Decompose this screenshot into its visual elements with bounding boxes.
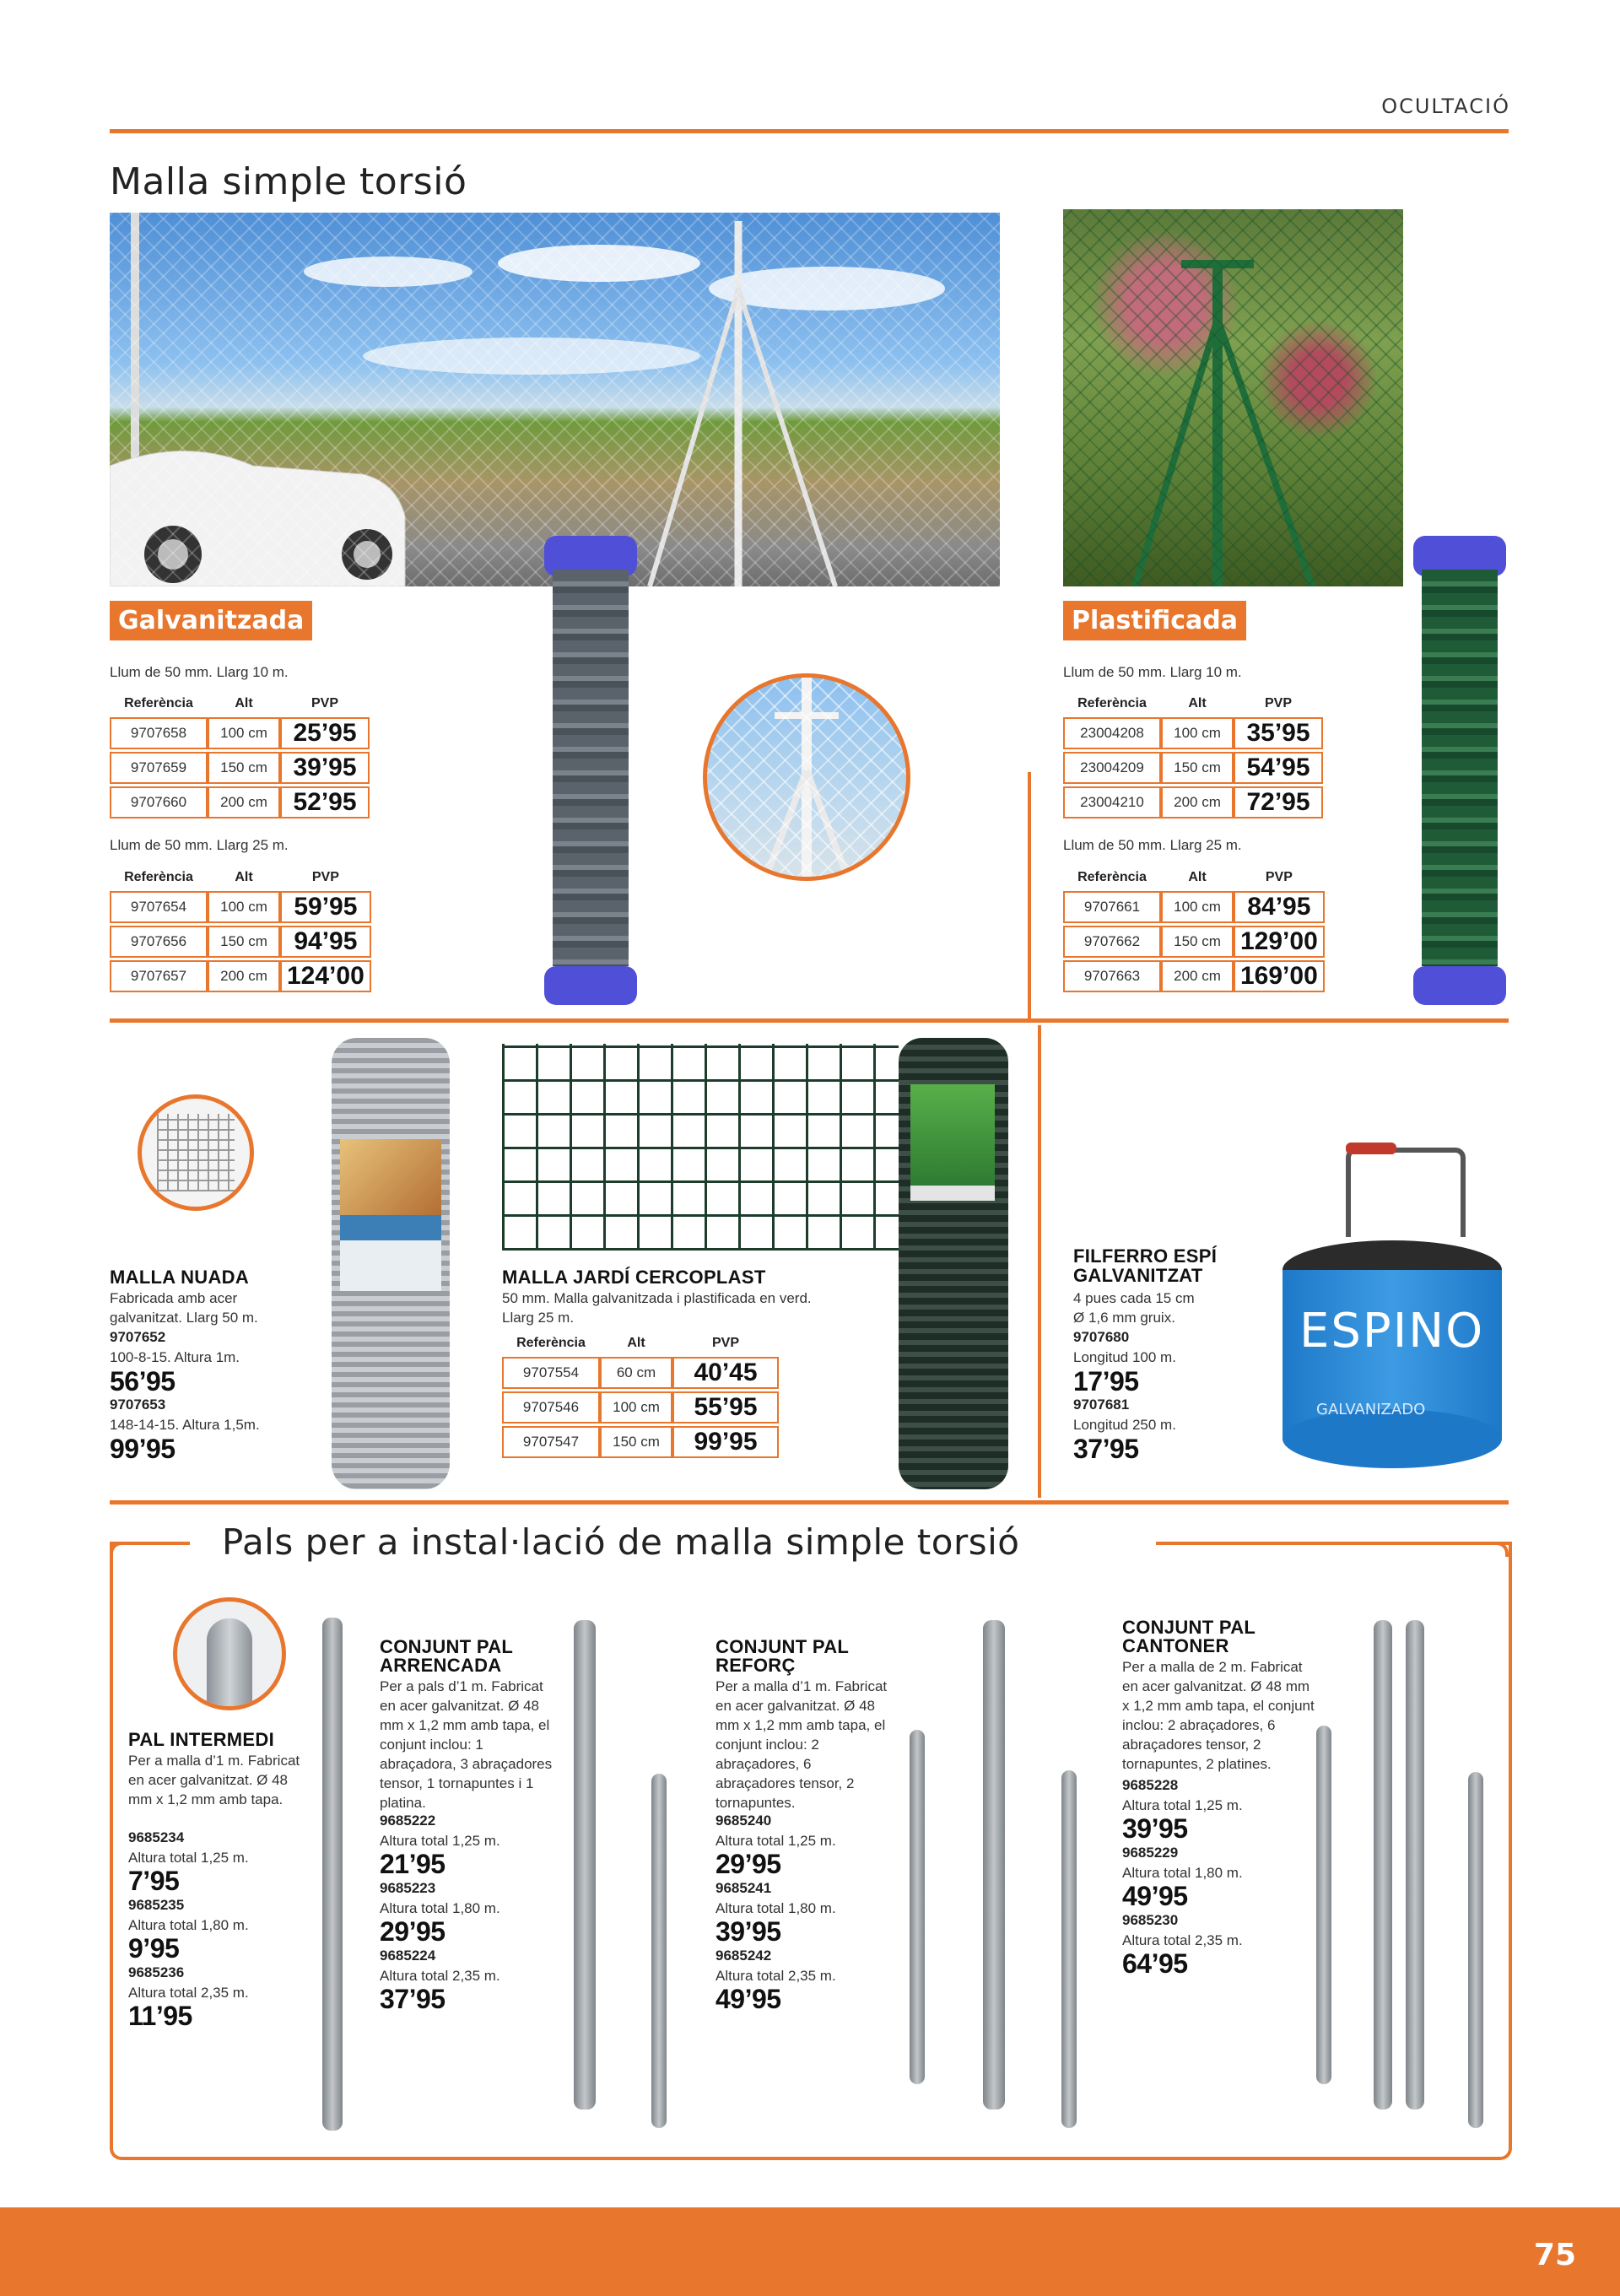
cercoplast-roll-image (899, 1038, 1008, 1489)
cantoner-price3: 64’95 (1122, 1948, 1188, 1979)
cantoner-ref3: 9685230 (1122, 1912, 1179, 1928)
knotted-mesh-roll-image (332, 1038, 450, 1489)
knotted-mesh-circle (138, 1094, 254, 1211)
price-cell: 169’00 (1234, 960, 1325, 992)
tag-galvanitzada: Galvanitzada (110, 601, 312, 640)
intermedi-post-image (322, 1618, 343, 2131)
ref-cell: 9707554 (502, 1357, 600, 1389)
cantoner-post-b-image (1406, 1620, 1424, 2110)
alt-cell: 100 cm (208, 717, 280, 749)
reforc-price1: 29’95 (716, 1849, 781, 1879)
intermedi-title: PAL INTERMEDI (128, 1729, 274, 1750)
alt-cell: 150 cm (1161, 752, 1234, 784)
ref-cell: 23004209 (1063, 752, 1161, 784)
col-alt: Alt (627, 1336, 645, 1350)
price-cell: 129’00 (1234, 926, 1325, 958)
arrencada-ref3: 9685224 (380, 1948, 436, 1964)
intermedi-price3: 11’95 (128, 2001, 192, 2031)
intermedi-ref2: 9685235 (128, 1897, 185, 1913)
alt-cell: 100 cm (1161, 717, 1234, 749)
mid-vertical-divider (1028, 772, 1031, 1019)
cantoner-brace-left-image (1316, 1726, 1331, 2084)
alt-cell: 200 cm (1161, 960, 1234, 992)
pals-frame (110, 1542, 1512, 2160)
ref-cell: 9707658 (110, 717, 208, 749)
col-pvp: PVP (311, 870, 339, 884)
alt-cell: 100 cm (208, 891, 280, 923)
cantoner-post-a-image (1374, 1620, 1392, 2110)
price-cell: 59’95 (280, 891, 371, 923)
reforc-ref2: 9685241 (716, 1880, 772, 1896)
divider-1 (110, 1018, 1509, 1023)
ref-cell: 9707657 (110, 960, 208, 992)
col-ref: Referència (1077, 870, 1147, 884)
price-cell: 52’95 (280, 786, 370, 818)
filferro-len1: Longitud 100 m. (1073, 1349, 1176, 1365)
col-pvp: PVP (1265, 870, 1293, 884)
filferro-ref1: 9707680 (1073, 1329, 1130, 1345)
table-row (1063, 926, 1325, 958)
cercoplast-table (502, 1333, 779, 1461)
alt-cell: 150 cm (600, 1426, 672, 1458)
arrencada-h2: Altura total 1,80 m. (380, 1900, 500, 1916)
alt-cell: 60 cm (600, 1357, 672, 1389)
reforc-h1: Altura total 1,25 m. (716, 1833, 836, 1849)
cantoner-price1: 39’95 (1122, 1813, 1188, 1844)
col-alt: Alt (1188, 696, 1207, 710)
table-row (502, 1357, 779, 1389)
table-row (1063, 786, 1323, 818)
reforc-price2: 39’95 (716, 1916, 781, 1947)
intermedi-h3: Altura total 2,35 m. (128, 1985, 249, 2001)
arrencada-desc: Per a pals d’1 m. Fabricat en acer galvanitzat. Ø 48 mm x 1,2 mm amb tapa, el conjunt inclou: 1 abraçadora, 3 abraçadores tensor, 1 tornapuntes i 1 platina. (380, 1678, 553, 1811)
cantoner-price2: 49’95 (1122, 1881, 1188, 1911)
malla-simple-title: Malla simple torsió (110, 160, 467, 203)
tag-plastificada: Plastificada (1063, 601, 1246, 640)
price-cell: 55’95 (672, 1391, 779, 1424)
alt-cell: 150 cm (1161, 926, 1234, 958)
plast-table-25 (1063, 867, 1325, 995)
pals-frame-top-right (1156, 1542, 1509, 1545)
ref-cell: 9707547 (502, 1426, 600, 1458)
ref-cell: 9707661 (1063, 891, 1161, 923)
alt-cell: 150 cm (208, 752, 280, 784)
filferro-ref2: 9707681 (1073, 1397, 1130, 1413)
arrencada-price2: 29’95 (380, 1916, 446, 1947)
ref-cell: 9707663 (1063, 960, 1161, 992)
cercoplast-title: MALLA JARDÍ CERCOPLAST (502, 1267, 766, 1288)
galv-desc-25: Llum de 50 mm. Llarg 25 m. (110, 837, 289, 853)
price-cell: 84’95 (1234, 891, 1325, 923)
price-cell: 25’95 (280, 717, 370, 749)
arrencada-title-2: ARRENCADA (380, 1655, 502, 1676)
intermedi-price2: 9’95 (128, 1933, 180, 1964)
fence-detail-circle (703, 673, 910, 881)
intermedi-h2: Altura total 1,80 m. (128, 1917, 249, 1933)
cantoner-brace-right-image (1468, 1772, 1483, 2128)
filferro-spec-1: 4 pues cada 15 cm (1073, 1290, 1195, 1306)
table-row (110, 717, 370, 749)
roll-galvanized-image (544, 536, 637, 1004)
price-cell: 39’95 (280, 752, 370, 784)
intermedi-desc: Per a malla d’1 m. Fabricat en acer galvanitzat. Ø 48 mm x 1,2 mm amb tapa. (128, 1753, 300, 1807)
cantoner-ref2: 9685229 (1122, 1845, 1179, 1861)
table-row (1063, 891, 1325, 923)
galv-table-10 (110, 694, 370, 821)
malla-nuada-spec2: 148-14-15. Altura 1,5m. (110, 1417, 260, 1433)
plast-table-10 (1063, 694, 1323, 821)
barbed-wire-drum-image (1282, 1148, 1502, 1485)
cantoner-h3: Altura total 2,35 m. (1122, 1932, 1243, 1948)
ref-cell: 9707654 (110, 891, 208, 923)
malla-nuada-title: MALLA NUADA (110, 1267, 250, 1288)
malla-nuada-ref1: 9707652 (110, 1329, 166, 1345)
drum-label: ESPINO (1299, 1304, 1485, 1359)
filferro-price2: 37’95 (1073, 1434, 1139, 1464)
cercoplast-mesh-image (502, 1044, 899, 1251)
alt-cell: 100 cm (1161, 891, 1234, 923)
col-ref: Referència (124, 870, 193, 884)
cantoner-title-2: CANTONER (1122, 1635, 1229, 1656)
malla-nuada-desc: Fabricada amb acer galvanitzat. Llarg 50 m. (110, 1290, 258, 1326)
reforc-h3: Altura total 2,35 m. (716, 1968, 836, 1984)
post-cap-circle (173, 1597, 286, 1710)
table-row (110, 891, 371, 923)
ref-cell: 9707546 (502, 1391, 600, 1424)
table-row (110, 752, 370, 784)
alt-cell: 200 cm (1161, 786, 1234, 818)
table-row (502, 1391, 779, 1424)
arrencada-post-image (574, 1620, 596, 2110)
table-row (110, 786, 370, 818)
divider-2 (110, 1500, 1509, 1505)
filferro-spec-2: Ø 1,6 mm gruix. (1073, 1310, 1175, 1326)
price-cell: 99’95 (672, 1426, 779, 1458)
price-cell: 124’00 (280, 960, 371, 992)
reforc-desc: Per a malla d’1 m. Fabricat en acer galvanitzat. Ø 48 mm x 1,2 mm amb tapa, el conjunt inclou: 2 abraçadores, 6 abraçadores tensor, 2 tornapuntes. (716, 1678, 888, 1811)
col-alt: Alt (1188, 870, 1207, 884)
ref-cell: 9707659 (110, 752, 208, 784)
plast-desc-25: Llum de 50 mm. Llarg 25 m. (1063, 837, 1242, 853)
intermedi-price1: 7’95 (128, 1866, 180, 1896)
ref-cell: 23004208 (1063, 717, 1161, 749)
arrencada-ref2: 9685223 (380, 1880, 436, 1896)
alt-cell: 100 cm (600, 1391, 672, 1424)
reforc-ref3: 9685242 (716, 1948, 772, 1964)
reforc-post-image (983, 1620, 1005, 2110)
cantoner-title-1: CONJUNT PAL (1122, 1617, 1256, 1638)
cantoner-h2: Altura total 1,80 m. (1122, 1865, 1243, 1881)
alt-cell: 150 cm (208, 926, 280, 958)
roll-plastified-image (1413, 536, 1506, 1004)
galv-table-25 (110, 867, 371, 995)
arrencada-h1: Altura total 1,25 m. (380, 1833, 500, 1849)
col-ref: Referència (1077, 696, 1147, 710)
arrencada-price3: 37’95 (380, 1984, 446, 2014)
col-pvp: PVP (1264, 696, 1292, 710)
price-cell: 54’95 (1234, 752, 1323, 784)
reforc-brace-right-image (1061, 1770, 1077, 2128)
table-row (1063, 752, 1323, 784)
cantoner-h1: Altura total 1,25 m. (1122, 1797, 1243, 1813)
price-cell: 72’95 (1234, 786, 1323, 818)
table-row (110, 960, 371, 992)
cantoner-ref1: 9685228 (1122, 1777, 1179, 1793)
section-label: OCULTACIÓ (1381, 95, 1510, 118)
plast-desc-10: Llum de 50 mm. Llarg 10 m. (1063, 664, 1242, 680)
fence-photo-plastified (1063, 209, 1403, 586)
ref-cell: 9707660 (110, 786, 208, 818)
malla-nuada-price1: 56’95 (110, 1366, 176, 1397)
filferro-len2: Longitud 250 m. (1073, 1417, 1176, 1433)
footer-bar (0, 2207, 1620, 2296)
alt-cell: 200 cm (208, 960, 280, 992)
arrencada-title-1: CONJUNT PAL (380, 1636, 514, 1657)
table-row (110, 926, 371, 958)
arrencada-h3: Altura total 2,35 m. (380, 1968, 500, 1984)
filferro-title-2: GALVANITZAT (1073, 1265, 1203, 1286)
filferro-price1: 17’95 (1073, 1366, 1139, 1397)
col-pvp: PVP (310, 696, 338, 710)
arrencada-ref1: 9685222 (380, 1812, 436, 1829)
page-number: 75 (1533, 2238, 1576, 2272)
cantoner-desc: Per a malla de 2 m. Fabricat en acer galvanitzat. Ø 48 mm x 1,2 mm amb tapa, el conjunt inclou: 2 abraçadores, 6 abraçadores tensor, 2 tornapuntes, 2 platines. (1122, 1659, 1315, 1772)
malla-nuada-spec1: 100-8-15. Altura 1m. (110, 1349, 240, 1365)
malla-nuada-price2: 99’95 (110, 1434, 176, 1464)
ref-cell: 9707656 (110, 926, 208, 958)
ref-cell: 23004210 (1063, 786, 1161, 818)
reforc-ref1: 9685240 (716, 1812, 772, 1829)
price-cell: 35’95 (1234, 717, 1323, 749)
fence-photo-galvanized (110, 213, 1000, 586)
reforc-price3: 49’95 (716, 1984, 781, 2014)
table-row (1063, 960, 1325, 992)
arrencada-price1: 21’95 (380, 1849, 446, 1879)
table-row (502, 1426, 779, 1458)
reforc-title-1: CONJUNT PAL (716, 1636, 850, 1657)
col-alt: Alt (235, 870, 253, 884)
cercoplast-desc: 50 mm. Malla galvanitzada i plastificada en verd. Llarg 25 m. (502, 1290, 812, 1326)
galv-desc-10: Llum de 50 mm. Llarg 10 m. (110, 664, 289, 680)
filferro-title-1: FILFERRO ESPÍ (1073, 1245, 1218, 1267)
drum-sublabel: GALVANIZADO (1316, 1401, 1426, 1418)
reforc-h2: Altura total 1,80 m. (716, 1900, 836, 1916)
pals-title: Pals per a instal·lació de malla simple torsió (207, 1521, 1034, 1563)
top-divider (110, 129, 1509, 133)
col-ref: Referència (516, 1336, 586, 1350)
ref-cell: 9707662 (1063, 926, 1161, 958)
intermedi-ref3: 9685236 (128, 1964, 185, 1980)
intermedi-ref1: 9685234 (128, 1829, 185, 1845)
col-ref: Referència (124, 696, 193, 710)
col-pvp: PVP (711, 1336, 739, 1350)
price-cell: 40’45 (672, 1357, 779, 1389)
price-cell: 94’95 (280, 926, 371, 958)
middle-vertical-divider (1038, 1025, 1041, 1498)
reforc-brace-left-image (910, 1730, 925, 2084)
intermedi-h1: Altura total 1,25 m. (128, 1850, 249, 1866)
alt-cell: 200 cm (208, 786, 280, 818)
arrencada-brace-image (651, 1774, 667, 2128)
reforc-title-2: REFORÇ (716, 1655, 796, 1676)
malla-nuada-ref2: 9707653 (110, 1397, 166, 1413)
table-row (1063, 717, 1323, 749)
col-alt: Alt (235, 696, 253, 710)
